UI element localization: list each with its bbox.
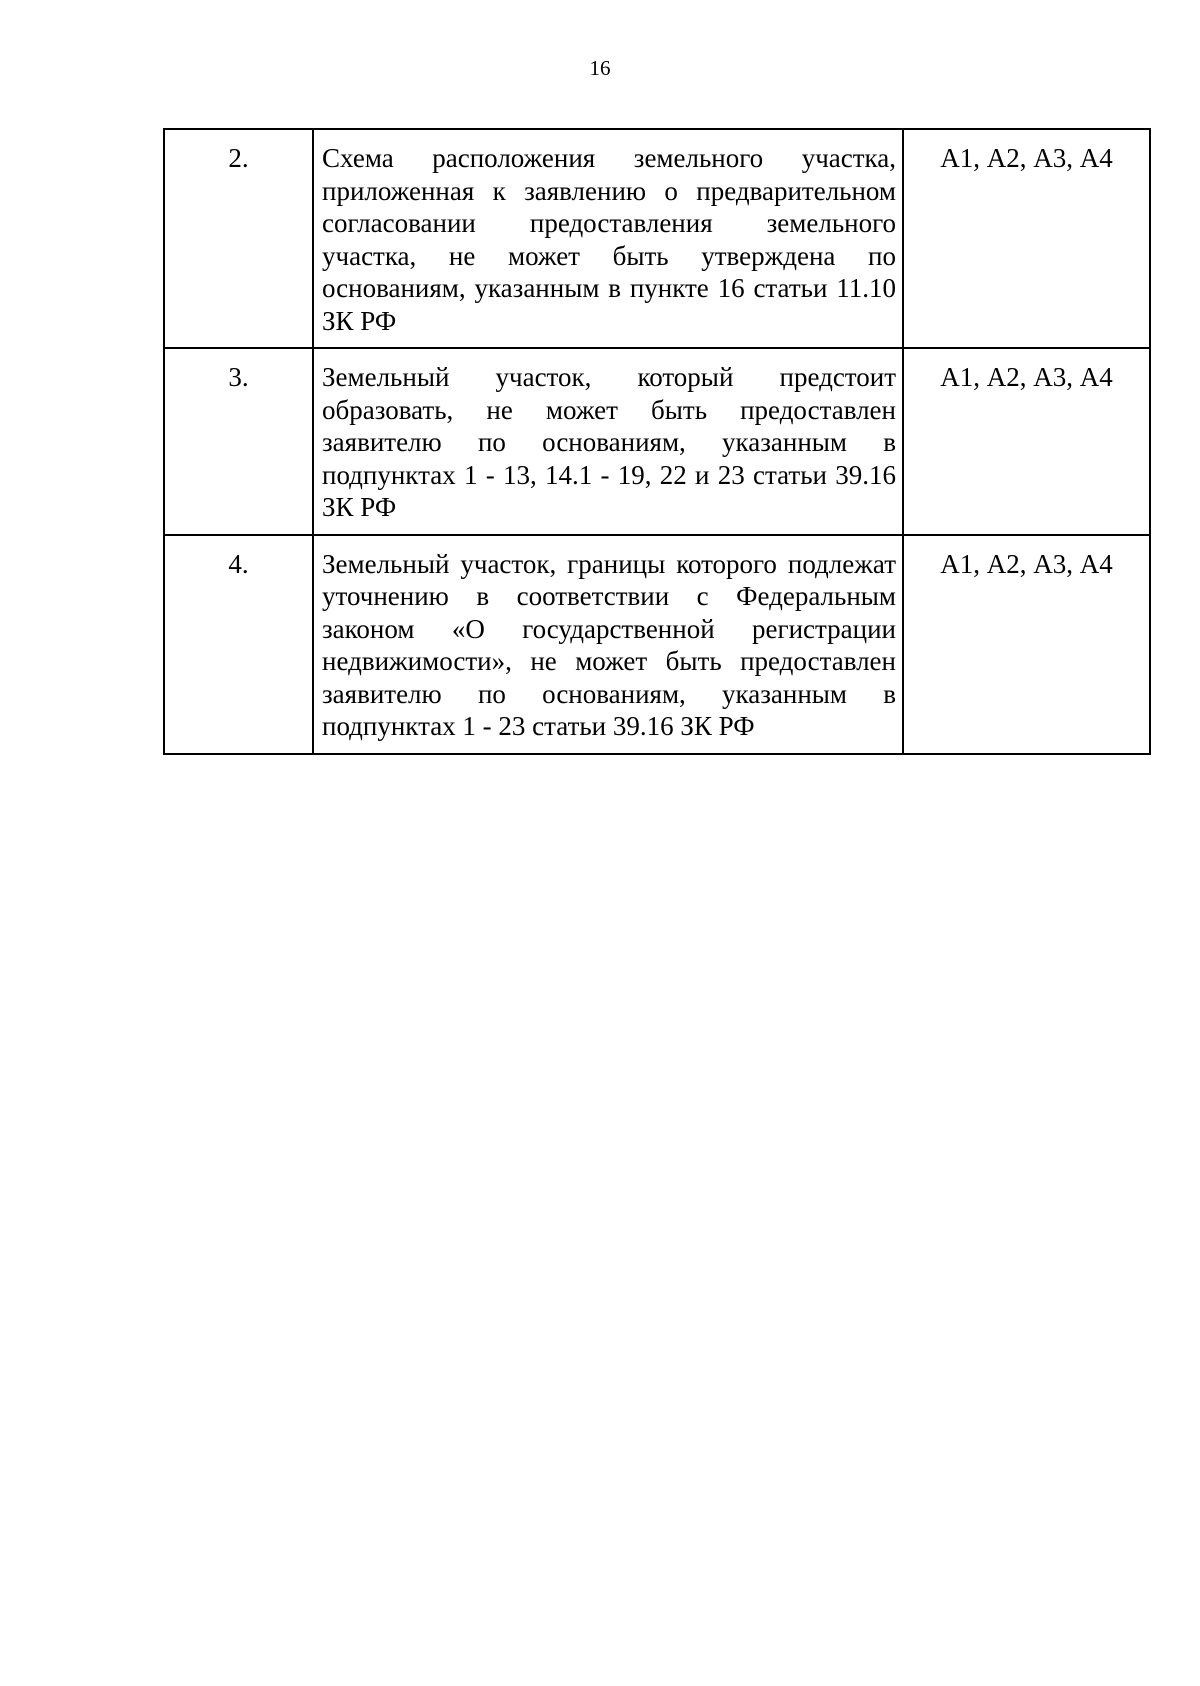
table-row [164,535,1150,754]
row-codes-cell [903,129,1150,348]
row-number-cell [164,348,313,535]
row-codes: А1, А2, А3, А4 [940,362,1113,392]
page-number: 16 [589,56,611,80]
row-number: 2. [228,143,249,173]
row-codes-cell [903,535,1150,754]
row-number-cell [164,535,313,754]
requirements-table [163,128,1151,755]
row-text: Земельный участок, границы которого подлежат уточнению в соответствии с Федеральным законом «О государственной регистрации недвижимости», не может быть предоставлен заявителю по основаниям, указанным в подпунктах 1 - 23 статьи 39.16 ЗК РФ [322,548,896,741]
row-text: Схема расположения земельного участка, приложенная к заявлению о предварительном согласовании предоставления земельного участка, не может быть утверждена по основаниям, указанным в пункте 16 статьи 11.10 ЗК РФ [322,143,896,336]
row-codes: А1, А2, А3, А4 [940,548,1113,579]
row-number-cell [164,129,313,348]
row-text-cell [313,348,903,535]
row-number: 3. [228,362,249,392]
table-row [164,348,1150,535]
row-text-cell [313,129,903,348]
row-number: 4. [228,548,249,579]
row-codes-cell [903,348,1150,535]
row-codes: А1, А2, А3, А4 [940,143,1113,173]
row-text: Земельный участок, который предстоит образовать, не может быть предоставлен заявителю по основаниям, указанным в подпунктах 1 - 13, 14.1 - 19, 22 и 23 статьи 39.16 ЗК РФ [322,362,896,522]
table-row [164,129,1150,348]
row-text-cell [313,535,903,754]
